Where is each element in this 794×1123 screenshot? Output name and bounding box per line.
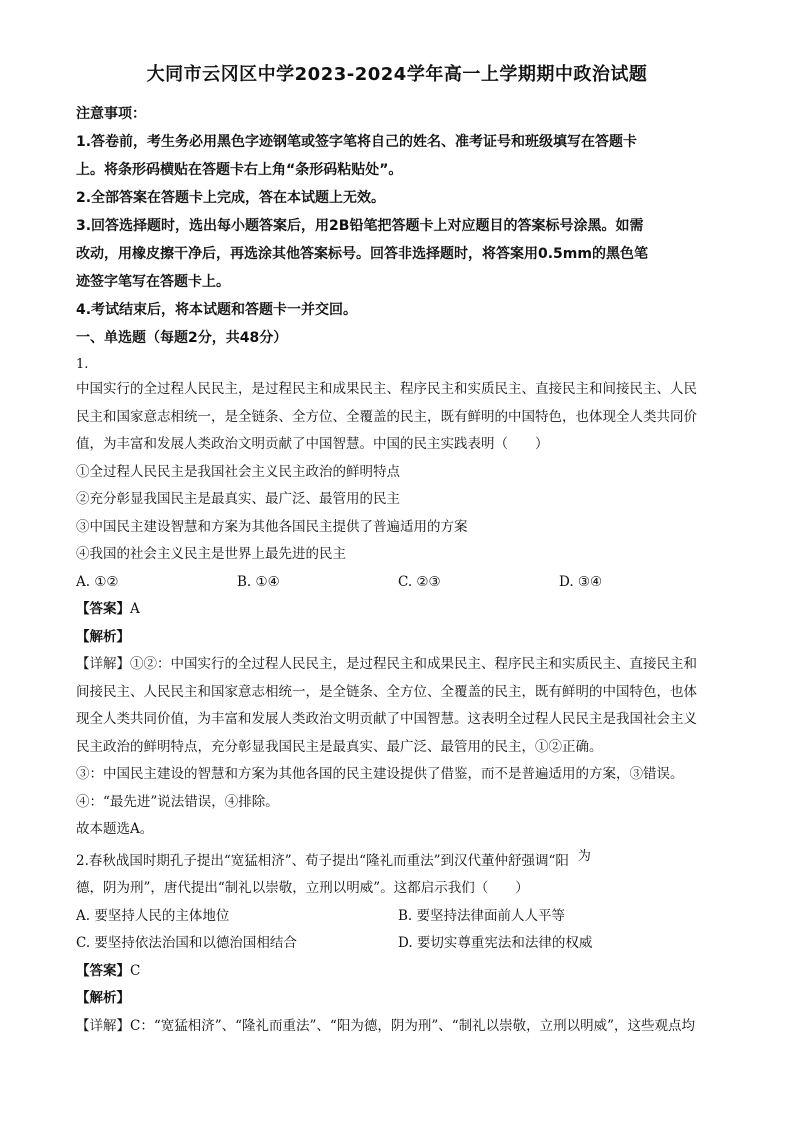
answer-label: 【答案】	[76, 601, 130, 617]
question-number: 1.	[76, 357, 89, 372]
statement: ②充分彰显我国民主是最真实、最广泛、最管用的民主	[76, 491, 400, 507]
answer-value: A	[130, 601, 140, 617]
notice-item: 迹签字笔写在答题卡上。	[76, 274, 230, 290]
notice-item: 上。将条形码横贴在答题卡右上角“条形码粘贴处”。	[76, 162, 403, 178]
notice-item: 4.考试结束后，将本试题和答题卡一并交回。	[76, 302, 358, 318]
analysis-label: 【解析】	[76, 628, 130, 645]
question-stem: 中国实行的全过程人民民主，是过程民主和成果民主、程序民主和实质民主、直接民主和间接民主、人民	[76, 381, 697, 397]
stem-text: 2.春秋战国时期孔子提出“宽猛相济”、荀子提出“隆礼而重法”到汉代董仲舒强调“阳	[76, 852, 569, 869]
page-title: 大同市云冈区中学2023-2024学年高一上学期期中政治试题	[146, 64, 648, 85]
detail-line: 现全人类共同价值，为丰富和发展人类政治文明贡献了中国智慧。这表明全过程人民民主是我国社会主义	[76, 711, 697, 727]
answer-label: 【答案】	[76, 962, 130, 979]
option-c: C. ②③	[398, 573, 441, 590]
detail-line: 民主政治的鲜明特点，充分彰显我国民主是最真实、最广泛、最管用的民主，①②正确。	[76, 738, 603, 755]
option-a: A. 要坚持人民的主体地位	[76, 907, 230, 924]
notice-item: 改动，用橡皮擦干净后，再选涂其他答案标号。回答非选择题时，将答案用0.5mm的黑色笔	[76, 246, 648, 262]
option-a: A. ①②	[76, 573, 119, 590]
detail-line: 故本题选A。	[76, 821, 154, 837]
option-c: C. 要坚持依法治国和以德治国相结合	[76, 935, 297, 951]
answer-row	[76, 596, 720, 624]
question-stem: 德，阴为刑”，唐代提出“制礼以崇敬，立刑以明威”。这都启示我们（ ）	[76, 880, 529, 896]
option-d: D. ③④	[559, 573, 603, 590]
analysis-label: 【解析】	[76, 990, 130, 1006]
notice-item: 3.回答选择题时，选出每小题答案后，用2B铅笔把答题卡上对应题目的答案标号涂黑。如需	[76, 218, 644, 234]
answer-options	[76, 569, 720, 597]
notice-item: 2.全部答案在答题卡上完成，答在本试题上无效。	[76, 190, 386, 206]
stem-line-with-sup	[76, 848, 591, 869]
notice-heading: 注意事项：	[76, 106, 146, 122]
answer-options	[76, 903, 720, 931]
detail-line: 【详解】①②：中国实行的全过程人民民主，是过程民主和成果民主、程序民主和实质民主、直接民主和	[76, 656, 697, 672]
question-stem: 民主和国家意志相统一，是全链条、全方位、全覆盖的民主，既有鲜明的中国特色，也体现全人类共同价	[76, 408, 697, 425]
section-heading: 一、单选题（每题2分，共48分）	[76, 330, 288, 346]
option-d: D. 要切实尊重宪法和法律的权威	[398, 935, 593, 951]
content	[76, 100, 720, 1040]
answer-row	[76, 958, 720, 986]
option-b: B. ①④	[237, 573, 280, 590]
stem-sup: 为	[577, 848, 591, 864]
detail-line: ④：“最先进”说法错误，④排除。	[76, 793, 279, 810]
question-stem: 值，为丰富和发展人类政治文明贡献了中国智慧。中国的民主实践表明（ ）	[76, 436, 549, 452]
detail-line: 【详解】C：“宽猛相济”、“隆礼而重法”、“阳为德，阴为刑”、“制礼以崇敬，立刑以明威”，这些观点均	[76, 1017, 696, 1034]
statement: ③中国民主建设智慧和方案为其他各国民主提供了普遍适用的方案	[76, 518, 468, 535]
detail-line: 间接民主、人民民主和国家意志相统一，是全链条、全方位、全覆盖的民主，既有鲜明的中国特色，也体	[76, 683, 697, 700]
option-b: B. 要坚持法律面前人人平等	[398, 907, 566, 924]
detail-line: ③：中国民主建设的智慧和方案为其他各国的民主建设提供了借鉴，而不是普遍适用的方案，③错误。	[76, 766, 684, 782]
statement: ①全过程人民民主是我国社会主义民主政治的鲜明特点	[76, 463, 400, 480]
answer-options	[76, 930, 720, 958]
notice-item: 1.答卷前，考生务必用黑色字迹钢笔或签字笔将自己的姓名、准考证号和班级填写在答题卡	[76, 134, 638, 150]
statement: ④我国的社会主义民主是世界上最先进的民主	[76, 546, 346, 562]
question-stem	[76, 848, 720, 876]
answer-value: C	[130, 962, 141, 979]
